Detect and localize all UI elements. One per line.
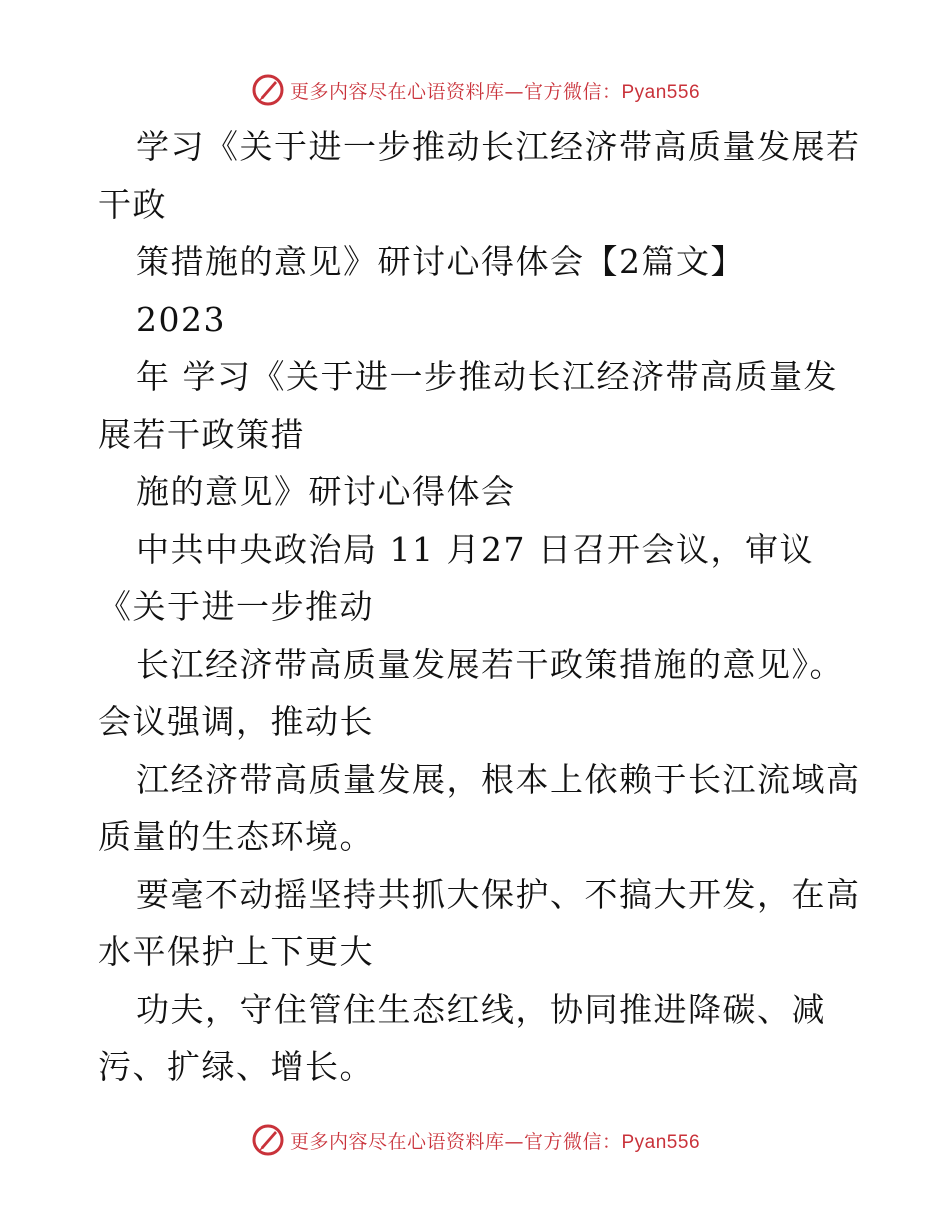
text-line: 要毫不动摇坚持共抓大保护、不搞大开发，在高 [136, 874, 861, 914]
watermark-text: 更多内容尽在心语资料库—官方微信：Pyan556 [289, 80, 701, 103]
text-line: 2023 [136, 299, 226, 339]
text-line: 质量的生态环境。 [98, 817, 374, 856]
document-body [98, 118, 868, 1096]
text-line: 长江经济带高质量发展若干政策措施的意见》。 [136, 644, 844, 684]
text-line: 策措施的意见》研讨心得体会【2篇文】 [136, 242, 745, 281]
text-line: 干政 [98, 184, 167, 224]
quill-logo-icon [250, 1122, 286, 1158]
text-line: 会议强调，推动长 [98, 702, 374, 741]
text-line: 水平保护上下更大 [98, 932, 374, 971]
quill-logo-icon [250, 72, 286, 108]
text-line: 展若干政策措 [98, 414, 305, 454]
header-watermark [0, 70, 950, 110]
text-line: 功夫，守住管住生态红线，协同推进降碳、减 [136, 989, 826, 1029]
text-line: 学习《关于进一步推动长江经济带高质量发展若 [136, 127, 861, 166]
footer-watermark [0, 1120, 950, 1160]
text-line: 江经济带高质量发展，根本上依赖于长江流域高 [136, 759, 861, 799]
text-line: 中共中央政治局 11 月27 日召开会议，审议 [136, 529, 814, 569]
text-line: 《关于进一步推动 [98, 587, 374, 626]
text-line: 年 学习《关于进一步推动长江经济带高质量发 [136, 357, 838, 396]
text-line: 污、扩绿、增长。 [98, 1047, 374, 1086]
text-line: 施的意见》研讨心得体会 [136, 472, 516, 511]
watermark-text: 更多内容尽在心语资料库—官方微信：Pyan556 [289, 1130, 701, 1153]
